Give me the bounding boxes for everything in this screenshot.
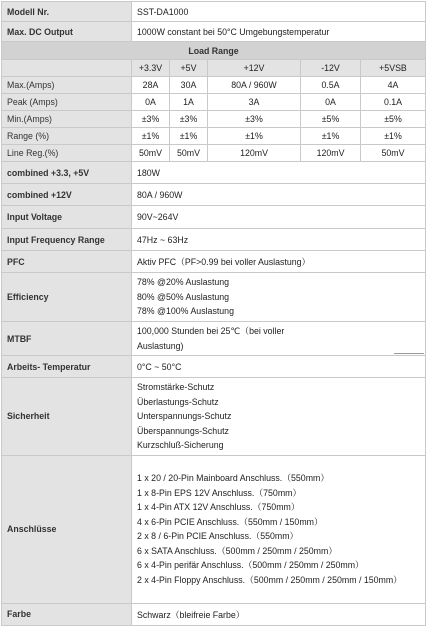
model-label: Modell Nr. — [2, 2, 132, 22]
spec-row — [2, 356, 426, 378]
load-range-cell: 50mV — [170, 145, 208, 162]
load-range-row — [2, 77, 426, 94]
spec-line: Überlastungs-Schutz — [137, 396, 219, 407]
spec-line: 4 x 6-Pin PCIE Anschluss.（550mm / 150mm） — [137, 516, 323, 527]
spec-value: 80A / 960W — [132, 184, 426, 206]
spec-row — [2, 378, 426, 456]
load-range-cell: 4A — [361, 77, 426, 94]
model-value: SST-DA1000 — [132, 2, 426, 22]
load-range-cell: ±1% — [132, 128, 170, 145]
spec-row — [2, 322, 426, 356]
spec-line: 80% @50% Auslastung — [137, 291, 230, 302]
load-range-row — [2, 111, 426, 128]
spec-label: PFC — [2, 251, 132, 273]
spec-table — [1, 1, 426, 626]
load-range-row-label: Min.(Amps) — [2, 111, 132, 128]
spec-row — [2, 273, 426, 322]
load-range-columns-row — [2, 60, 426, 77]
load-range-cell: 30A — [170, 77, 208, 94]
spec-line: 78% @20% Auslastung — [137, 277, 230, 288]
spec-label: Anschlüsse — [2, 455, 132, 603]
spec-label: Arbeits- Temperatur — [2, 356, 132, 378]
spec-line: Unterspannungs-Schutz — [137, 411, 232, 421]
spec-line: Überspannungs-Schutz — [137, 425, 229, 436]
load-range-cell: 80A / 960W — [208, 77, 301, 94]
load-range-cell: ±1% — [361, 128, 426, 145]
spec-line: 1 x 8-Pin EPS 12V Anschluss.（750mm） — [137, 487, 302, 498]
load-range-cell: 0.1A — [361, 94, 426, 111]
load-range-cell: 28A — [132, 77, 170, 94]
voltage-header: -12V — [301, 60, 361, 77]
spec-line: Kurzschluß-Sicherung — [137, 440, 224, 450]
load-range-cell: 120mV — [208, 145, 301, 162]
load-range-cell: 0A — [301, 94, 361, 111]
load-range-cell: ±3% — [208, 111, 301, 128]
spec-row — [2, 455, 426, 603]
load-range-cell: ±1% — [301, 128, 361, 145]
load-range-cell: ±1% — [170, 128, 208, 145]
spec-value — [132, 378, 426, 456]
load-range-cell: 50mV — [361, 145, 426, 162]
load-range-cell: ±5% — [361, 111, 426, 128]
load-range-row — [2, 145, 426, 162]
spec-row — [2, 229, 426, 251]
spec-label: Efficiency — [2, 273, 132, 322]
spec-label: Sicherheit — [2, 378, 132, 456]
load-range-cell: 0A — [132, 94, 170, 111]
spec-value: 0°C ~ 50°C — [132, 356, 426, 378]
load-range-row-label: Range (%) — [2, 128, 132, 145]
spec-row — [2, 603, 426, 625]
load-range-cell: ±3% — [132, 111, 170, 128]
load-range-cell: 120mV — [301, 145, 361, 162]
load-range-cell: ±3% — [170, 111, 208, 128]
spec-line: 2 x 4-Pin Floppy Anschluss.（500mm / 250mm / 250mm / 150mm） — [137, 574, 402, 585]
spec-line: 100,000 Stunden bei 25℃（bei voller Auslastung) — [137, 326, 285, 351]
load-range-cell: 0.5A — [301, 77, 361, 94]
spec-row — [2, 251, 426, 273]
load-range-row-label: Line Reg.(%) — [2, 145, 132, 162]
load-range-row — [2, 128, 426, 145]
spec-row — [2, 184, 426, 206]
voltage-header: +12V — [208, 60, 301, 77]
spec-line: 6 x 4-Pin perifär Anschluss.（500mm / 250mm / 250mm） — [137, 560, 364, 570]
spec-label: combined +12V — [2, 184, 132, 206]
spec-row — [2, 162, 426, 184]
max-dc-output-row — [2, 22, 426, 42]
voltage-header: +3.3V — [132, 60, 170, 77]
spec-value — [132, 455, 426, 603]
spec-value: Aktiv PFC（PF>0.99 bei voller Auslastung） — [132, 251, 426, 273]
spec-value: Schwarz（bleifreie Farbe） — [132, 603, 426, 625]
spec-value: 90V~264V — [132, 206, 426, 229]
load-range-cell: 3A — [208, 94, 301, 111]
load-range-cell: ±1% — [208, 128, 301, 145]
max-dc-output-label: Max. DC Output — [2, 22, 132, 42]
load-range-cell: ±5% — [301, 111, 361, 128]
spec-line: 1 x 4-Pin ATX 12V Anschluss.（750mm） — [137, 502, 300, 512]
spec-value: 47Hz ~ 63Hz — [132, 229, 426, 251]
spec-row — [2, 206, 426, 229]
load-range-row-label: Peak (Amps) — [2, 94, 132, 111]
spec-label: combined +3.3, +5V — [2, 162, 132, 184]
load-range-cell: 50mV — [132, 145, 170, 162]
divider-line — [394, 353, 424, 354]
load-range-row-label: Max.(Amps) — [2, 77, 132, 94]
voltage-header: +5VSB — [361, 60, 426, 77]
voltage-header: +5V — [170, 60, 208, 77]
load-range-corner — [2, 60, 132, 77]
spec-label: Input Voltage — [2, 206, 132, 229]
load-range-row — [2, 94, 426, 111]
load-range-cell: 1A — [170, 94, 208, 111]
spec-value — [132, 273, 426, 322]
load-range-header-row — [2, 42, 426, 60]
spec-line: 2 x 8 / 6-Pin PCIE Anschluss.（550mm） — [137, 531, 299, 541]
spec-label: MTBF — [2, 322, 132, 356]
spec-line: 78% @100% Auslastung — [137, 306, 234, 317]
spec-label: Input Frequency Range — [2, 229, 132, 251]
load-range-title: Load Range — [2, 42, 426, 60]
spec-line: 6 x SATA Anschluss.（500mm / 250mm / 250mm） — [137, 545, 338, 556]
spec-value — [132, 322, 426, 356]
spec-label: Farbe — [2, 603, 132, 625]
spec-line: Stromstärke-Schutz — [137, 382, 215, 392]
max-dc-output-value: 1000W constant bei 50°C Umgebungstemperatur — [132, 22, 426, 42]
spec-value: 180W — [132, 162, 426, 184]
model-row — [2, 2, 426, 22]
spec-line: 1 x 20 / 20-Pin Mainboard Anschluss.（550mm） — [137, 473, 330, 483]
